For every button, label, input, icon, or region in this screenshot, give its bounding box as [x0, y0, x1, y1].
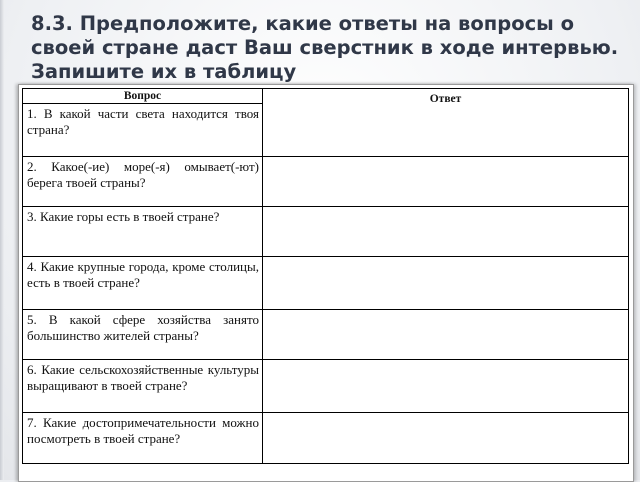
worksheet [18, 84, 634, 482]
answer-cell[interactable] [263, 360, 629, 413]
answer-cell[interactable] [263, 413, 629, 464]
header-question: Вопрос [23, 89, 263, 104]
table-row [23, 360, 629, 413]
question-cell: 6. Какие сельскохозяйственные культуры выращивают в твоей стране? [23, 360, 263, 413]
qa-table [22, 88, 629, 464]
table-row [23, 207, 629, 257]
answer-cell[interactable] [263, 257, 629, 310]
answer-cell[interactable] [263, 157, 629, 207]
table-header-row [23, 89, 629, 104]
question-cell: 1. В какой части света находится твоя страна? [23, 104, 263, 157]
table-row [23, 257, 629, 310]
table-row [23, 157, 629, 207]
answer-cell[interactable] [263, 207, 629, 257]
table-row [23, 310, 629, 360]
slide-frame-edge [0, 0, 4, 480]
question-cell: 4. Какие крупные города, кроме столицы, есть в твоей стране? [23, 257, 263, 310]
question-cell: 7. Какие достопримечательности можно посмотреть в твоей стране? [23, 413, 263, 464]
header-answer: Ответ [263, 89, 629, 157]
answer-cell[interactable] [263, 310, 629, 360]
question-cell: 5. В какой сфере хозяйства занято большинство жителей страны? [23, 310, 263, 360]
question-cell: 3. Какие горы есть в твоей стране? [23, 207, 263, 257]
question-cell: 2. Какое(-ие) море(-я) омывает(-ют) берега твоей страны? [23, 157, 263, 207]
table-row [23, 413, 629, 464]
task-title: 8.3. Предположите, какие ответы на вопросы о своей стране даст Ваш сверстник в ходе интервью. Запишите их в таблицу [31, 12, 619, 83]
